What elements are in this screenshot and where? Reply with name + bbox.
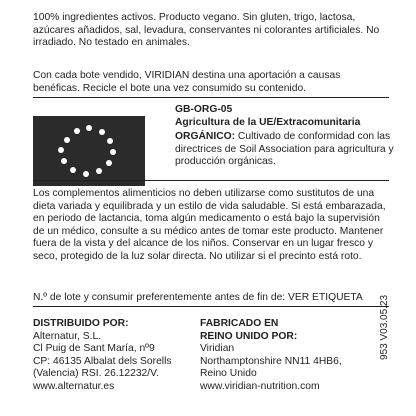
manufacturer-website[interactable]: www.viridian-nutrition.com [200, 380, 320, 392]
divider-top [33, 97, 389, 98]
organic-label: ORGÁNICO: [175, 131, 236, 143]
distributor-line: Alternatur, S.L. [33, 330, 102, 342]
eu-organic-leaf-icon [33, 116, 145, 186]
manufacturer-heading-2: REINO UNIDO POR: [200, 330, 298, 342]
eu-organic-logo [33, 116, 145, 186]
warning-text: Los complementos alimenticios no deben utilizarse como sustitutos de una dieta variada y equilibrada y un estilo de vida saludable. Si está embarazada, en periodo de lactancia, toma algún medicamento o está bajo la supervisión de un médico, consulte a su médico antes de tomar este producto. Mantener fuera de la vista y del alcance de los niños. Conservar en un lugar fresco y seco, protegido de la luz solar directa. No utilizar si el precinto está roto. [33, 188, 386, 262]
organic-text: Cultivado de conformidad con las directrices de Soil Association para agricultura y producción orgánicas. [175, 131, 394, 168]
manufacturer-heading-1: FABRICADO EN [200, 318, 279, 329]
divider-bottom [33, 306, 389, 307]
agriculture-origin: Agricultura de la UE/Extracomunitaria [175, 116, 361, 128]
divider-middle [33, 180, 389, 181]
organic-code: GB-ORG-05 [175, 104, 233, 115]
manufacturer-line: Viridian [200, 343, 235, 355]
lot-text: N.º de lote y consumir preferentemente antes de fin de: VER ETIQUETA [33, 292, 363, 303]
manufacturer-line: Reino Unido [200, 368, 257, 380]
distributor-heading: DISTRIBUIDO POR: [33, 318, 129, 329]
distributor-line: Cl Puig de Sant María, nº9 [33, 343, 155, 355]
manufacturer-block [200, 318, 360, 394]
distributor-block [33, 318, 193, 394]
organic-description [175, 131, 395, 169]
manufacturer-line: Northamptonshire NN11 4HB6, [200, 355, 342, 367]
distributor-website[interactable]: www.alternatur.es [33, 380, 115, 392]
donation-text: Con cada bote vendido, VIRIDIAN destina una aportación a causas benéficas. Recicle el bote una vez consumido su contenido. [33, 70, 341, 94]
distributor-line: CP: 46135 Albalat dels Sorells [33, 355, 172, 367]
version-code: 953 V03.05.23 [379, 294, 390, 360]
ingredients-text: 100% ingredientes activos. Producto vegano. Sin gluten, trigo, lactosa, azúcares añadidos, sal, levadura, conservantes ni colorantes artificiales. No irradiado. No testado en animales. [33, 12, 380, 49]
organic-certification [175, 104, 395, 169]
distributor-line: (Valencia) RSI. 26.12232/V. [33, 368, 159, 380]
